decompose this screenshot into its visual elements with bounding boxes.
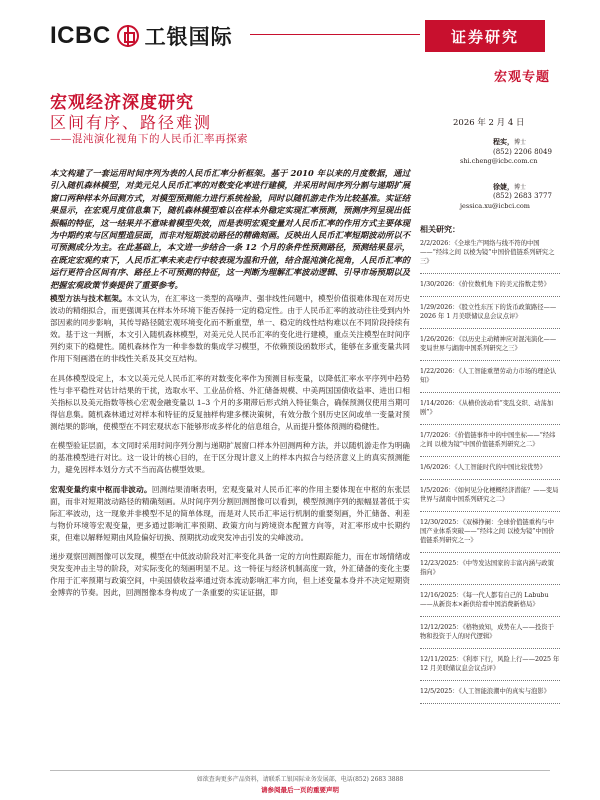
paragraph-lead: 模型方法与技术框架。: [50, 294, 127, 303]
related-item-date: 1/30/2026：: [420, 281, 459, 288]
logo-en: ICBC: [50, 22, 111, 49]
related-item-title: 《中等发达国家的丰富内涵与政策指向》: [420, 560, 554, 576]
paragraph-text: 本文认为，在汇率这一类型的高噪声、强非线性问题中，模型价值很难体现在对历史波动的精细拟合，而更强调其在样本外环境下能否保持一定的稳定性。由于人民币汇率的波动往往受到内外部因素的同步影响，其传导路径随宏观环境变化而不断重塑，单一、稳定的线性结构难以在不同阶段持续有效。基于这一判断，本文引入随机森林模型，对美元兑人民币汇率的变化进行建模，重点关注模型在时间序列约束下的稳健性。随机森林作为一种非参数的集成学习模型，不依赖预设函数形式，能够在多重变量共同作用下刻画潜在的非线性关系及其交互结构。: [50, 294, 410, 363]
body-paragraph: [50, 440, 410, 476]
author-title: 博士: [514, 183, 527, 191]
footer-rule: [50, 770, 550, 771]
body-paragraph: [50, 373, 410, 433]
author-email[interactable]: jessica.xu@icbci.com: [460, 201, 530, 210]
report-date: 2026 年 2 月 4 日: [453, 118, 525, 128]
related-item-title: 《人工智能重塑劳动力市场的理论认知》: [420, 368, 557, 384]
paragraph-text: 在模型验证层面，本文同时采用时间序列分割与递期扩展窗口样本外回测两种方法，并以随机游走作为明确的基准模型进行对比。这一设计的核心目的，在于区分现计意义上的样本内拟合与经济意义上的真实预测能力，避免因样本划分方式不当而高估模型效果。: [50, 441, 410, 474]
icbc-seal-icon: [117, 25, 139, 47]
related-research-item[interactable]: [420, 280, 560, 297]
related-item-title: 《利率下行，风险上行——2025 年 12 月美联储议息会议点评》: [420, 656, 560, 672]
related-item-title: 《双梯挣阑：全球价值链重构与中国产业体系突破——“经纬之间 以棱为镜”中国价值链系列研究之一》: [420, 519, 555, 544]
author-email[interactable]: shi.cheng@icbc.com.cn: [460, 157, 538, 165]
related-research-item[interactable]: [420, 518, 560, 553]
paragraph-text: 在具体模型设定上，本文以美元兑人民币汇率的对数变化率作为预测目标变量，以降低汇率水平序列中趋势性与非平稳性对估计结果的干扰，选取水平、工业品价格、外汇储备规模、中美两国国债收益率、进出口相关指标以及美元指数等核心宏观金融变量以 1–3 个月的多期滞后形式纳入特征集合，确保预测仅使用当期可得信息集。随机森林通过对样本和特征的反复抽样构建多棵决策树，有效分散个别历史区间或单一变量对预测结果的影响，使模型在不同宏观状态下能够形成多样化的信息组合，从而提升整体预测的稳健性。: [50, 373, 411, 431]
author-phone: (852) 2206 8049: [493, 147, 552, 156]
related-research-item[interactable]: [420, 367, 560, 393]
report-subtitle-secondary: ——混沌演化视角下的人民币汇率再探索: [50, 133, 248, 145]
report-type-tag: 证券研究: [425, 20, 545, 52]
related-item-title: 《人工智能时代的中国比较优势》: [454, 464, 546, 471]
related-item-date: 12/23/2025：: [420, 560, 463, 567]
paragraph-lead: 宏观变量约束中枢而非波动。: [50, 484, 152, 494]
related-item-date: 1/29/2026：: [420, 304, 459, 311]
related-research-item[interactable]: [420, 655, 560, 681]
author-panel: [448, 137, 558, 226]
related-item-title: 《以历史主动精神应对混沌演化——变局世界与湖南中国系列研究之三》: [420, 336, 557, 352]
related-research-title: 相关研究：: [420, 224, 460, 234]
related-item-date: 12/16/2025：: [420, 592, 463, 599]
related-item-title: 《如何见分化梗概经济潜能？——变局世界与湖南中国系列研究之二》: [420, 487, 559, 503]
related-item-date: 1/14/2026：: [420, 400, 459, 407]
related-item-date: 1/26/2026：: [420, 336, 459, 343]
related-item-title: 《全球生产网络与线不符的中国——“经纬之间 以棱为镜”中国价值链系列研究之三》: [420, 240, 555, 265]
report-category: 宏观专题: [493, 70, 550, 85]
company-logo: [50, 24, 233, 48]
logo-cn: 工银国际: [144, 25, 233, 49]
executive-summary: 本文构建了一套运用时间序列为表的人民币汇率分析框架。基于 2010 年以来的月度数据，通过引入随机森林模型，对美元兑人民币汇率的对数变化率进行建模，并采用时间序列分割与递期扩展窗口两种样本外回测方式，对模型预测能力进行系统检验，同时以随机游走作为比较基准。实证结果显示，在宏观月度信息集下，随机森林模型难以在样本外稳定实现汇率预测，预测序列呈现出低振幅的特征，这一结果并不意味着模型失效，而是表明宏观变量对人民币汇率的作用方式主要体现为中期约束与区间塑造层面，而非对短期波动路径的精确刻画。反映出人民币汇率短期波动所以不可预测成分为主。在此基础上，本文进一步结合一条 12 个月的条件性预测路径，预测结果显示，在既定宏观约束下，人民币汇率未来走行中较表现为温和升值，结合混沌演化视角，人民币汇率的运行更符合区间有序、路径上不可预测的特征，这一判断为理解汇率波动逻辑、引导市场预期以及把握宏观政策节奏提供了重要参考。: [50, 168, 410, 290]
related-item-date: 1/7/2026：: [420, 432, 455, 439]
related-item-date: 12/5/2025：: [420, 688, 459, 695]
header-rule: [250, 34, 420, 35]
paragraph-text: 回测结果清晰表明，宏观变量对人民币汇率的作用主要体现在中枢的东张层面，而非对短期波动路径的精确刻画。从时间序列分割回测图像可以看到，模型预测序列的振幅显著低于实际汇率波动，这一现象并非模型不足的简单体现，而是对人民币汇率运行机制的重要刻画，外汇储备、利差与物价环境等宏观变量，更多通过影响汇率预期、政策方向与跨境资本配置方向等，对汇率形成中长期约束，但难以解释短期由风险偏好切换、预期扰动或突发冲击引发的尖峰波动。: [50, 484, 411, 542]
related-research-item[interactable]: [420, 463, 560, 480]
paragraph-text: 递步观察回测图像可以发现，模型在中低波动阶段对汇率变化具备一定的方向性跟踪能力，而在市场情绪或突发变冲击主导的阶段，对实际变化的刻画明显不足。这一特征与经济机制高度一致，外汇储备的变化主要作用于汇率预期与政策空间，中美国债收益率通过资本流动影响汇率方向，但上述变量本身并不决定短期资金博弈的节奏。因此，回测图像本身构成了一条重要的实证证据，即: [50, 552, 410, 597]
related-item-title: 《人工智能浪潮中的真实与泡影》: [458, 688, 550, 695]
body-paragraph: [50, 551, 410, 599]
related-item-date: 1/5/2026：: [420, 487, 455, 494]
related-item-title: 《每一代人都有自己的 Labubu——从新资本×新供给看中国消费新格局》: [420, 592, 549, 608]
related-research-item[interactable]: [420, 687, 560, 704]
related-research-item[interactable]: [420, 239, 560, 274]
related-research-item[interactable]: [420, 431, 560, 457]
related-item-date: 12/30/2025：: [420, 519, 463, 526]
related-research-item[interactable]: [420, 399, 560, 425]
related-item-date: 1/22/2026：: [420, 368, 459, 375]
author-title: 博士: [514, 139, 527, 146]
related-item-date: 1/6/2026：: [420, 464, 455, 471]
body-paragraph: [50, 484, 410, 544]
author-name: 徐婕: [493, 181, 507, 191]
related-item-title: 《股立性东压下的货币政策路径——2026 年 1 月美联储议息会议点评》: [420, 304, 557, 320]
author-name: 程实: [493, 137, 507, 146]
related-research: [420, 224, 560, 710]
related-research-item[interactable]: [420, 303, 560, 329]
author-card: 程实，博士 (852) 2206 8049 shi.cheng@icbc.com.cn: [448, 137, 558, 167]
report-title: 宏观经济深度研究: [50, 93, 194, 113]
related-item-date: 2/2/2026：: [420, 240, 455, 247]
related-item-title: 《格物致知，成势在人——投资于物和投资于人的时代逻辑》: [420, 624, 554, 640]
related-research-item[interactable]: [420, 623, 560, 649]
footer-disclaimer: 请参阅最后一页的重要声明: [261, 786, 339, 794]
author-phone: (852) 2683 3777: [493, 192, 552, 200]
related-research-item[interactable]: [420, 486, 560, 512]
body-text: [50, 293, 410, 607]
related-research-list: [420, 239, 560, 704]
related-item-title: 《价位数机角下的美元指数走势》: [458, 281, 550, 288]
related-item-date: 12/11/2025：: [420, 656, 463, 663]
related-research-item[interactable]: [420, 559, 560, 585]
related-research-item[interactable]: [420, 335, 560, 361]
report-subtitle: 区间有序、路径难测: [50, 113, 213, 132]
related-item-date: 12/12/2025：: [420, 624, 463, 631]
related-research-item[interactable]: [420, 591, 560, 617]
related-item-title: 《从横价波动看“变乱交织、动荡加剧”》: [420, 400, 554, 416]
footer-contact-note: 如欲查询更多产品资料，请联系工银国际业务发展部，电话(852) 2683 3888: [196, 776, 404, 783]
author-card: 徐婕，博士 (852) 2683 3777 jessica.xu@icbci.com: [448, 182, 558, 212]
body-paragraph: [50, 293, 410, 365]
related-item-title: 《价值链事件中的中国坐标——“经纬之间 以棱为镜”中国价值链系列研究之二》: [420, 432, 556, 448]
